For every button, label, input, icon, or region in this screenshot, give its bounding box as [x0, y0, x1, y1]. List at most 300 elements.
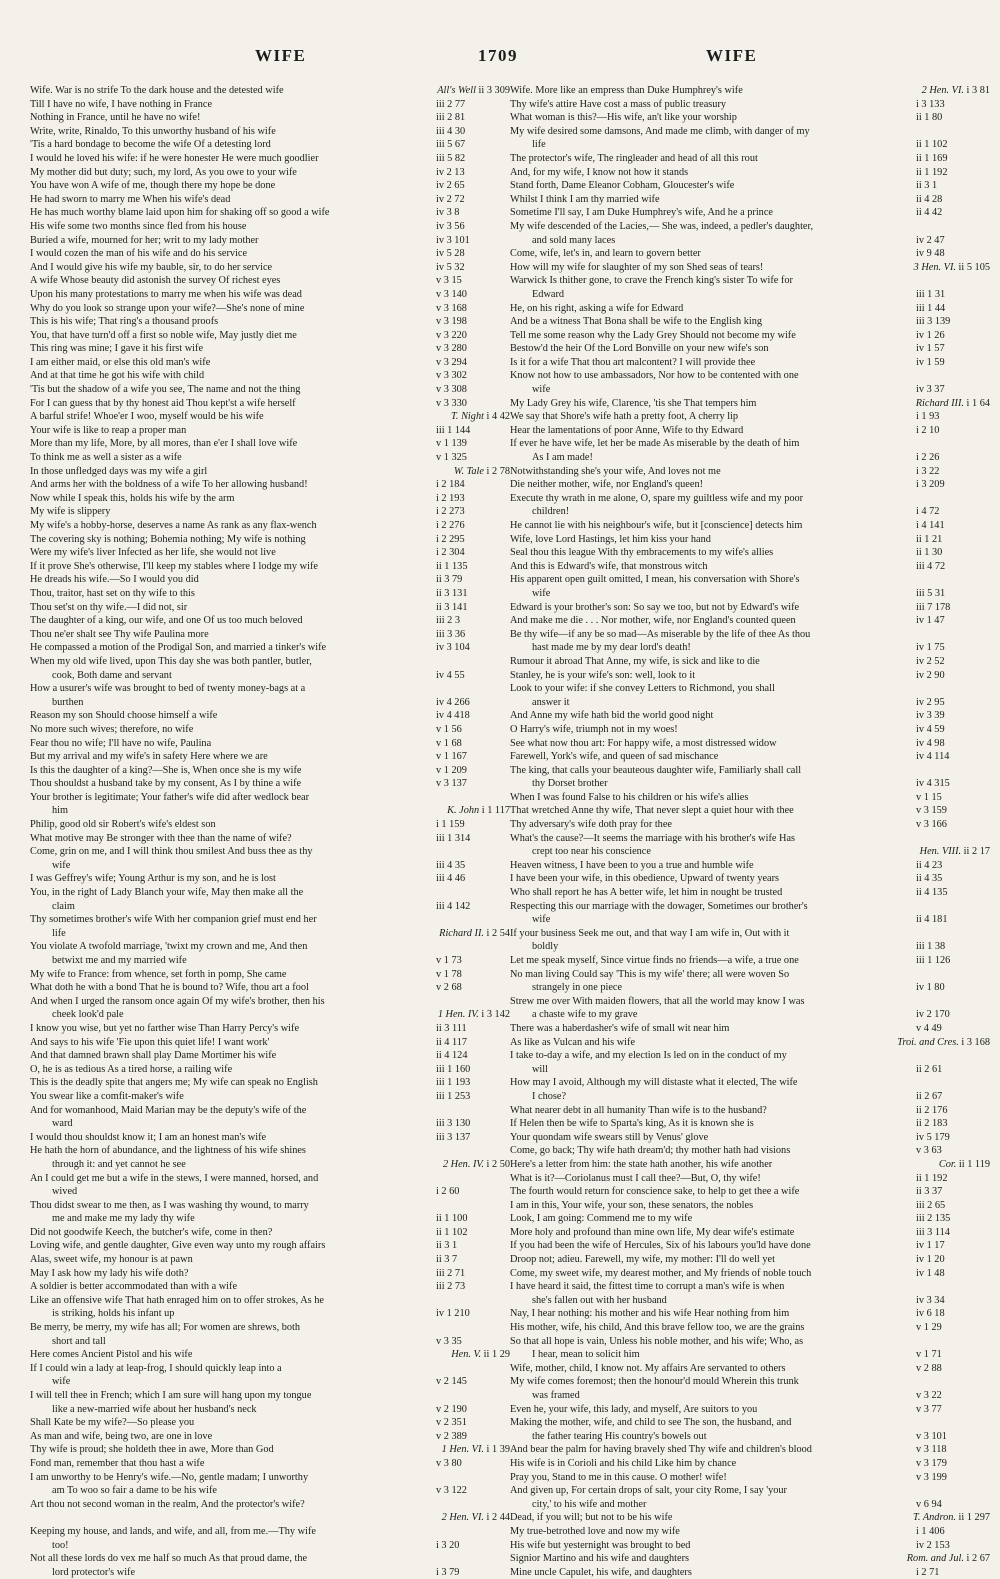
line-reference: i 3 20 [436, 1539, 460, 1551]
running-head-left: WIFE [255, 46, 307, 65]
concordance-line [30, 927, 510, 941]
quotation-text: a chaste wife to my grave [532, 1009, 638, 1021]
concordance-line [510, 546, 990, 560]
line-reference: iv 3 56 [436, 220, 465, 232]
quotation-text: Thou ne'er shalt see Thy wife Paulina more [30, 628, 209, 640]
quotation-text: He had sworn to marry me When his wife's dead [30, 193, 231, 205]
concordance-line [30, 1280, 510, 1294]
concordance-line [30, 696, 510, 710]
quotation-text: 'Tis but the shadow of a wife you see, The name and not the thing [30, 384, 301, 396]
quotation-text: To think me as well a sister as a wife [30, 452, 182, 464]
play-title: 1 Hen. VI. [441, 1444, 487, 1456]
line-reference: ii 3 79 [436, 574, 463, 586]
line-reference [912, 832, 990, 846]
concordance-line [30, 1076, 510, 1090]
line-reference: iv 3 8 [436, 207, 460, 219]
concordance-line [30, 478, 510, 492]
quotation-text: And be a witness That Bona shall be wife to the English king [510, 316, 763, 328]
concordance-line [30, 451, 510, 465]
concordance-line [30, 560, 510, 574]
concordance-line [30, 818, 510, 832]
line-reference: ii 2 67 [916, 1090, 943, 1102]
line-reference: iv 1 20 [916, 1254, 945, 1266]
line-reference: ii 4 124 [436, 1050, 468, 1062]
concordance-line [30, 1063, 510, 1077]
quotation-text: Be thy wife—if any be so mad—As miserable by the life of thee As thou [510, 628, 811, 640]
concordance-line [30, 465, 510, 479]
line-reference: iii 2 65 [916, 1199, 946, 1211]
play-title: Rom. and Jul. [906, 1553, 967, 1565]
concordance-line [30, 1104, 510, 1118]
play-title: Richard II. [439, 927, 487, 939]
line-reference: iii 3 36 [436, 628, 466, 640]
line-reference: i 2 60 [436, 1186, 460, 1198]
quotation-text: wife [532, 914, 551, 926]
line-reference: v 3 198 [436, 316, 467, 328]
concordance-line [510, 261, 990, 275]
quotation-text: You swear like a comfit-maker's wife [30, 1090, 184, 1102]
line-reference: iii 2 73 [436, 1281, 466, 1293]
concordance-line [30, 1525, 510, 1539]
concordance-line [510, 1362, 990, 1376]
quotation-text: How may I avoid, Although my will distaste what it elected, The wife [510, 1077, 798, 1089]
quotation-text: And I would give his wife my bauble, sir, to do her service [30, 261, 273, 273]
concordance-line [30, 369, 510, 383]
quotation-text: But my arrival and my wife's in safety Here where we are [30, 751, 268, 763]
quotation-text: Who shall report he has A better wife, let him in nought be trusted [510, 887, 783, 899]
line-reference: i 1 406 [916, 1525, 945, 1537]
concordance-line [510, 1566, 990, 1579]
concordance-line [30, 1294, 510, 1308]
concordance-line [30, 886, 510, 900]
line-reference: Cor. ii 1 119 [938, 1158, 990, 1170]
line-reference [912, 1335, 990, 1349]
quotation-text: Look, I am going: Commend me to my wife [510, 1213, 693, 1225]
line-reference [912, 1280, 990, 1294]
play-title: Cor. [938, 1158, 959, 1170]
concordance-line [510, 1076, 990, 1090]
concordance-line [30, 138, 510, 152]
quotation-text: Loving wife, and gentle daughter, Give even way unto my rough affairs [30, 1240, 326, 1252]
page-number: 1709 [478, 46, 518, 65]
concordance-line [510, 1484, 990, 1498]
line-reference: Richard II. i 2 54 [439, 927, 510, 939]
line-reference: T. Andron. ii 1 297 [912, 1512, 990, 1524]
quotation-text: city,' to his wife and mother [532, 1498, 647, 1510]
concordance-line [510, 573, 990, 587]
line-reference: Troi. and Cres. i 3 168 [897, 1036, 990, 1048]
quotation-text: His mother, wife, his child, And this brave fellow too, we are the grains [510, 1322, 805, 1334]
concordance-line [30, 424, 510, 438]
quotation-text: He, on his right, asking a wife for Edward [510, 302, 684, 314]
line-reference: v 3 280 [436, 343, 467, 355]
line-reference: K. John i 1 117 [447, 805, 510, 817]
line-reference: iii 2 135 [916, 1213, 951, 1225]
line-reference: iv 2 65 [436, 180, 465, 192]
concordance-line [30, 437, 510, 451]
quotation-text: Like an offensive wife That hath enraged him on to offer strokes, As he [30, 1294, 324, 1306]
quotation-text: He cannot lie with his neighbour's wife, but it [conscience] detects him [510, 520, 803, 531]
concordance-line [510, 1498, 990, 1512]
concordance-line [30, 397, 510, 411]
quotation-text: Nay, I hear nothing: his mother and his wife Hear nothing from him [510, 1308, 790, 1320]
quotation-text: My wife is slippery [30, 506, 111, 518]
quotation-text: And that damned brawn shall play Dame Mortimer his wife [30, 1050, 277, 1062]
play-title: 2 Hen. IV. [442, 1158, 487, 1170]
quotation-text: Pray you, Stand to me in this cause. O mother! wife! [510, 1471, 727, 1483]
concordance-line [510, 791, 990, 805]
concordance-line [30, 682, 510, 696]
quotation-text: More holy and profound than mine own life, My dear wife's estimate [510, 1226, 795, 1238]
concordance-line [510, 1539, 990, 1553]
quotation-text: Art thou not second woman in the realm, And the protector's wife? [30, 1498, 305, 1510]
concordance-line [510, 1335, 990, 1349]
concordance-line [510, 274, 990, 288]
concordance-line [30, 315, 510, 329]
play-title: T. Andron. [912, 1512, 959, 1524]
concordance-line [30, 1430, 510, 1444]
line-reference: ii 1 80 [916, 112, 943, 124]
quotation-text: No man living Could say 'This is my wife' there; all were woven So [510, 968, 790, 980]
line-reference: v 2 190 [436, 1403, 467, 1415]
line-reference [432, 995, 510, 1009]
concordance-line [30, 900, 510, 914]
concordance-line [510, 356, 990, 370]
line-reference: v 3 122 [436, 1485, 467, 1497]
concordance-line [510, 859, 990, 873]
quotation-text: Thy wife is proud; she holdeth thee in awe, More than God [30, 1444, 274, 1456]
quotation-text: Thy wife's attire Have cost a mass of public treasury [510, 98, 727, 110]
concordance-line [30, 1267, 510, 1281]
concordance-line [30, 1226, 510, 1240]
line-reference: iv 4 266 [436, 696, 470, 708]
quotation-text: His wife but yesternight was brought to bed [510, 1539, 691, 1551]
concordance-line [510, 832, 990, 846]
concordance-line [510, 1008, 990, 1022]
concordance-line [510, 1172, 990, 1186]
concordance-line [510, 1253, 990, 1267]
quotation-text: If I could win a lady at leap-frog, I should quickly leap into a [30, 1362, 282, 1374]
play-title: 3 Hen. VI. [913, 261, 959, 273]
line-reference: Rom. and Jul. i 2 67 [906, 1553, 990, 1565]
quotation-text: life [532, 139, 546, 151]
quotation-text: she's fallen out with her husband [532, 1294, 667, 1306]
quotation-text: Upon his many protestations to marry me when his wife was dead [30, 288, 302, 300]
quotation-text: In those unfledged days was my wife a girl [30, 465, 208, 477]
line-reference [912, 927, 990, 941]
concordance-line [30, 995, 510, 1009]
line-reference: v 1 78 [436, 968, 462, 980]
quotation-text: I was Geffrey's wife; Young Arthur is my son, and he is lost [30, 873, 276, 885]
quotation-text: Execute thy wrath in me alone, O, spare my guiltless wife and my poor [510, 492, 804, 504]
concordance-line [30, 261, 510, 275]
concordance-line [30, 1552, 510, 1566]
line-reference [912, 682, 990, 696]
concordance-line [510, 1022, 990, 1036]
concordance-line [510, 981, 990, 995]
concordance-line [30, 1566, 510, 1579]
concordance-line [510, 193, 990, 207]
concordance-line [30, 220, 510, 234]
quotation-text: What is it?—Coriolanus must I call thee?—But, O, thy wife! [510, 1172, 761, 1184]
quotation-text: When my old wife lived, upon This day she was both pantler, butler, [30, 655, 312, 667]
concordance-line [510, 1226, 990, 1240]
concordance-line [510, 777, 990, 791]
line-reference: v 2 68 [436, 982, 462, 994]
quotation-text: This is the deadly spite that angers me; My wife can speak no English [30, 1077, 318, 1089]
line-reference: iv 1 210 [436, 1308, 470, 1320]
quotation-text: Thou, traitor, hast set on thy wife to this [30, 587, 195, 599]
line-reference: iv 5 32 [436, 261, 465, 273]
quotation-text: Come, wife, let's in, and learn to govern better [510, 248, 701, 260]
line-reference [432, 1552, 510, 1566]
quotation-text: Rumour it abroad That Anne, my wife, is sick and like to die [510, 655, 760, 667]
concordance-line [510, 940, 990, 954]
quotation-text: I know you wise, but yet no farther wise Than Harry Percy's wife [30, 1022, 300, 1034]
line-reference [912, 1484, 990, 1498]
line-reference: iii 4 30 [436, 125, 466, 137]
concordance-line [510, 737, 990, 751]
quotation-text: This ring was mine; I gave it his first wife [30, 343, 204, 355]
line-reference: ii 1 192 [916, 166, 948, 178]
line-reference: iv 1 47 [916, 615, 945, 627]
concordance-line [30, 533, 510, 547]
line-reference [912, 628, 990, 642]
quotation-text: I am unworthy to be Henry's wife.—No, gentle madam; I unworthy [30, 1471, 309, 1483]
concordance-column-right [510, 84, 990, 1579]
concordance-line [510, 1403, 990, 1417]
quotation-text: As like as Vulcan and his wife [510, 1036, 636, 1048]
concordance-line [510, 886, 990, 900]
line-reference: iv 3 104 [436, 642, 470, 654]
quotation-text: His wife some two months since fled from his house [30, 220, 247, 232]
quotation-text: hast made me by my dear lord's death! [532, 642, 691, 654]
concordance-line [30, 288, 510, 302]
quotation-text: Warwick Is thither gone, to crave the French king's sister To wife for [510, 275, 793, 287]
line-reference: 1 Hen. VI. i 1 39 [441, 1444, 510, 1456]
line-reference: ii 1 135 [436, 560, 468, 572]
concordance-line [30, 356, 510, 370]
concordance-line [30, 1321, 510, 1335]
concordance-line [510, 1552, 990, 1566]
line-reference: ii 3 111 [436, 1022, 467, 1034]
concordance-column-left [30, 84, 510, 1579]
quotation-text: And says to his wife 'Fie upon this quiet life! I want work' [30, 1036, 270, 1048]
quotation-text: O Harry's wife, triumph not in my woes! [510, 723, 678, 735]
concordance-line [30, 1199, 510, 1213]
quotation-text: Dead, if you will; but not to be his wife [510, 1512, 673, 1524]
quotation-text: Fear thou no wife; I'll have no wife, Paulina [30, 737, 212, 749]
line-reference: iii 1 31 [916, 288, 946, 300]
quotation-text: I chose? [532, 1090, 567, 1102]
concordance-line [30, 342, 510, 356]
quotation-text: As man and wife, being two, are one in love [30, 1430, 213, 1442]
quotation-text: His apparent open guilt omitted, I mean, his conversation with Shore's [510, 574, 800, 586]
quotation-text: My wife's a hobby-horse, deserves a name As rank as any flax-wench [30, 520, 317, 531]
concordance-line [30, 505, 510, 519]
line-reference: iv 4 315 [916, 778, 950, 790]
line-reference: v 2 145 [436, 1376, 467, 1388]
concordance-line [510, 1131, 990, 1145]
line-reference: v 3 220 [436, 329, 467, 341]
line-reference [912, 1076, 990, 1090]
line-reference: 2 Hen. IV. i 2 50 [442, 1158, 510, 1170]
concordance-line [30, 628, 510, 642]
concordance-line [510, 913, 990, 927]
concordance-line [510, 628, 990, 642]
concordance-line [510, 927, 990, 941]
line-reference: iv 1 17 [916, 1240, 945, 1252]
line-reference: iii 2 3 [436, 615, 461, 627]
quotation-text: Nothing in France, until he have no wife! [30, 112, 201, 124]
line-reference: v 3 118 [916, 1444, 947, 1456]
line-reference: 2 Hen. VI. i 3 81 [921, 85, 990, 96]
concordance-line [510, 1185, 990, 1199]
quotation-text: We say that Shore's wife hath a pretty foot, A cherry lip [510, 411, 739, 423]
quotation-text: A wife Whose beauty did astonish the survey Of richest eyes [30, 275, 281, 287]
concordance-line [510, 1239, 990, 1253]
quotation-text: As I am made! [532, 452, 593, 464]
concordance-line [30, 981, 510, 995]
concordance-line [510, 424, 990, 438]
concordance-line [30, 1416, 510, 1430]
quotation-text: burthen [52, 696, 84, 708]
quotation-text: My mother did but duty; such, my lord, As you owe to your wife [30, 166, 297, 178]
quotation-text: ward [52, 1118, 73, 1130]
concordance-line [30, 1335, 510, 1349]
line-reference [432, 1525, 510, 1539]
play-title: Richard III. [915, 397, 967, 409]
line-reference: iv 2 13 [436, 166, 465, 178]
concordance-line [510, 1511, 990, 1525]
concordance-line [30, 1049, 510, 1063]
line-reference: iv 4 55 [436, 669, 465, 681]
line-reference [912, 995, 990, 1009]
quotation-text: And bear the palm for having bravely shed Thy wife and children's blood [510, 1444, 812, 1456]
concordance-line [30, 1484, 510, 1498]
quotation-text: through it: and yet cannot he see [52, 1158, 186, 1170]
concordance-line [510, 1375, 990, 1389]
concordance-line [510, 152, 990, 166]
concordance-line [30, 723, 510, 737]
quotation-text: My wife desired some damsons, And made me climb, with danger of my [510, 125, 810, 137]
line-reference: ii 3 37 [916, 1186, 943, 1198]
concordance-line [30, 111, 510, 125]
quotation-text: cheek look'd pale [52, 1009, 124, 1021]
line-reference: iii 1 126 [916, 955, 951, 966]
quotation-text: him [52, 805, 69, 817]
line-reference: 1 Hen. IV. i 3 142 [437, 1009, 510, 1021]
quotation-text: My wife descended of the Lacies,— She was, indeed, a pedler's daughter, [510, 220, 814, 232]
concordance-line [30, 750, 510, 764]
line-reference: T. Night i 4 42 [450, 411, 510, 423]
concordance-line [510, 1036, 990, 1050]
quotation-text: Be merry, be merry, my wife has all; For women are shrews, both [30, 1322, 301, 1334]
line-reference: iii 1 314 [436, 832, 471, 844]
quotation-text: children! [532, 506, 570, 518]
line-reference: iii 4 35 [436, 859, 466, 871]
concordance-line [510, 220, 990, 234]
concordance-line [510, 138, 990, 152]
line-reference [432, 913, 510, 927]
quotation-text: Edward is your brother's son: So say we too, but not by Edward's wife [510, 601, 800, 613]
line-reference: i 2 184 [436, 479, 465, 491]
concordance-line [30, 1239, 510, 1253]
concordance-line [30, 1090, 510, 1104]
concordance-line [30, 737, 510, 751]
line-reference: v 1 73 [436, 955, 462, 966]
quotation-text: Thou shouldst a husband take by my consent, As I by thine a wife [30, 778, 302, 790]
concordance-line [510, 601, 990, 615]
concordance-line [510, 560, 990, 574]
concordance-line [510, 1443, 990, 1457]
quotation-text: Philip, good old sir Robert's wife's eldest son [30, 819, 216, 831]
quotation-text: wife [532, 587, 551, 599]
concordance-line [510, 1321, 990, 1335]
concordance-line [30, 641, 510, 655]
quotation-text: I am either maid, or else this old man's wife [30, 356, 211, 368]
concordance-line [30, 954, 510, 968]
line-reference [432, 682, 510, 696]
line-reference: ii 3 1 [916, 180, 938, 192]
line-reference: iv 5 28 [436, 248, 465, 260]
line-reference [432, 1321, 510, 1335]
line-reference: i 4 141 [916, 520, 945, 531]
line-reference: ii 1 102 [436, 1226, 468, 1238]
play-title: K. John [447, 805, 482, 817]
line-reference [912, 125, 990, 139]
line-reference [432, 1172, 510, 1186]
quotation-text: My wife to France: from whence, set forth in pomp, She came [30, 968, 287, 980]
quotation-text: Reason my son Should choose himself a wife [30, 710, 218, 722]
quotation-text: Wife, love Lord Hastings, let him kiss your hand [510, 533, 711, 545]
concordance-line [30, 519, 510, 533]
line-reference: iv 3 101 [436, 234, 470, 246]
quotation-text: And, for my wife, I know not how it stands [510, 166, 689, 178]
quotation-text: Not all these lords do vex me half so much As that proud dame, the [30, 1553, 308, 1565]
line-reference: iii 4 72 [916, 560, 946, 572]
line-reference: i 2 71 [916, 1566, 940, 1578]
line-reference: iii 3 130 [436, 1118, 471, 1130]
quotation-text: You, in the right of Lady Blanch your wife, May then make all the [30, 887, 304, 899]
concordance-line [510, 995, 990, 1009]
line-reference: iv 1 59 [916, 356, 945, 368]
line-reference: i 2 295 [436, 533, 465, 545]
concordance-line [510, 342, 990, 356]
concordance-line [510, 1416, 990, 1430]
line-reference: iv 2 47 [916, 234, 945, 246]
concordance-line [510, 1457, 990, 1471]
line-reference: i 3 22 [916, 465, 940, 477]
line-reference: iii 4 142 [436, 900, 471, 912]
quotation-text: claim [52, 900, 75, 912]
play-title: Troi. and Cres. [897, 1036, 962, 1048]
quotation-text: Whilst I think I am thy married wife [510, 193, 660, 205]
quotation-text: If it prove She's otherwise, I'll keep my stables where I lodge my wife [30, 560, 318, 572]
quotation-text: Is this the daughter of a king?—She is, When once she is my wife [30, 764, 302, 776]
concordance-line [510, 125, 990, 139]
quotation-text: Edward [532, 288, 565, 300]
concordance-line [510, 234, 990, 248]
concordance-line [30, 234, 510, 248]
concordance-line [30, 492, 510, 506]
line-reference: iv 2 72 [436, 193, 465, 205]
running-head-right: WIFE [706, 46, 758, 65]
concordance-line [30, 1036, 510, 1050]
concordance-line [510, 1199, 990, 1213]
quotation-text: For I can guess that by thy honest aid Thou kept'st a wife herself [30, 397, 296, 409]
line-reference: i 2 193 [436, 492, 465, 504]
